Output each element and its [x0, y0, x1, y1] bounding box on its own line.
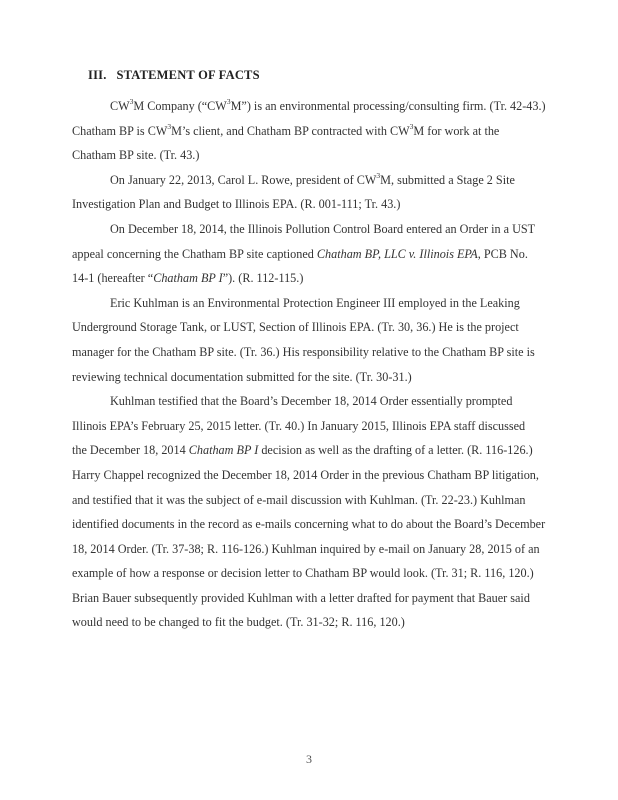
text-line: Investigation Plan and Budget to Illinois EPA. (R. 001-111; Tr. 43.)	[72, 197, 401, 212]
text-line: Kuhlman testified that the Board’s December 18, 2014 Order essentially prompted	[110, 394, 513, 409]
section-title: STATEMENT OF FACTS	[116, 68, 260, 82]
text-line: Chatham BP is $CW^3M’s$ client, and Chatham BP contracted with $CW^3M$ for work at the	[72, 121, 500, 138]
text-line: would need to be changed to fit the budget. (Tr. 31-32; R. 116, 120.)	[72, 615, 405, 630]
text-line: 18, 2014 Order. (Tr. 37-38; R. 116-126.) Kuhlman inquired by e-mail on January 28, 2015 of an	[72, 541, 540, 556]
page-number: 3	[306, 752, 312, 766]
text-line: Eric Kuhlman is an Environmental Protection Engineer III employed in the Leaking	[110, 295, 520, 310]
paragraph	[72, 94, 546, 168]
text-line: Brian Bauer subsequently provided Kuhlman with a letter drafted for payment that Bauer said	[72, 590, 530, 605]
text-line: $CW^3M$ Company $(“CW^3M”)$ is an environmental processing/consulting firm. (Tr. 42-43.)	[110, 96, 546, 113]
text-line: On December 18, 2014, the Illinois Pollution Control Board entered an Order in a UST	[110, 221, 536, 236]
document-body	[72, 94, 546, 635]
text-line: identified documents in the record as e-mails concerning what to do about the Board’s December	[72, 517, 546, 532]
text-line: Illinois EPA’s February 25, 2015 letter. (Tr. 40.) In January 2015, Illinois EPA staff discussed	[72, 418, 526, 433]
paragraph	[72, 389, 546, 635]
text-line: appeal concerning the Chatham BP site captioned Chatham BP, LLC v. Illinois EPA, PCB No.	[72, 246, 528, 261]
text-line: reviewing technical documentation submitted for the site. (Tr. 30-31.)	[72, 369, 412, 384]
text-line: Harry Chappel recognized the December 18, 2014 Order in the previous Chatham BP litigation,	[72, 467, 539, 482]
text-line: example of how a response or decision letter to Chatham BP would look. (Tr. 31; R. 116, 120.)	[72, 566, 534, 581]
paragraph	[72, 217, 546, 291]
section-heading	[88, 68, 260, 83]
text-line: Chatham BP site. (Tr. 43.)	[72, 148, 200, 163]
text-line: On January 22, 2013, Carol L. Rowe, president of $CW^3M$, submitted a Stage 2 Site	[110, 170, 515, 187]
section-number: III.	[88, 68, 107, 82]
text-line: 14-1 (hereafter “Chatham BP I”). (R. 112-115.)	[72, 271, 304, 286]
paragraph	[72, 291, 546, 389]
paragraph	[72, 168, 546, 217]
text-line: and testified that it was the subject of e-mail discussion with Kuhlman. (Tr. 22-23.) Kuhlman	[72, 492, 526, 507]
text-line: the December 18, 2014 Chatham BP I decision as well as the drafting of a letter. (R. 116-126.)	[72, 443, 533, 458]
text-line: Underground Storage Tank, or LUST, Section of Illinois EPA. (Tr. 30, 36.) He is the project	[72, 320, 519, 335]
text-line: manager for the Chatham BP site. (Tr. 36.) His responsibility relative to the Chatham BP site is	[72, 344, 535, 359]
